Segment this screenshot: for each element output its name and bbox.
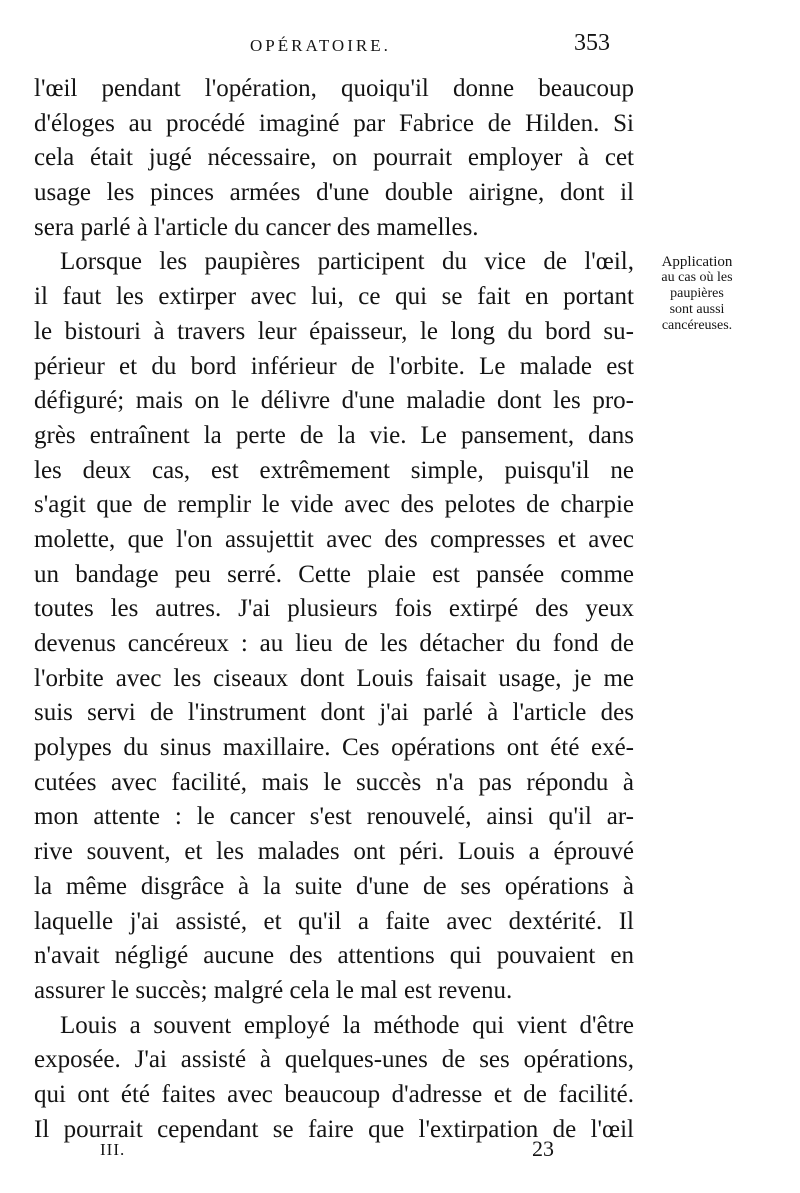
running-head: OPÉRATOIRE. <box>250 36 391 55</box>
text-line: périeur et du bord inférieur de l'orbite. Le malade est <box>34 352 634 380</box>
text-line: grès entraînent la perte de la vie. Le pansement, dans <box>34 421 634 449</box>
text-line: usage les pinces armées d'une double airigne, dont il <box>34 179 634 207</box>
text-line: Il pourrait cependant se faire que l'extirpation de l'œil <box>34 1115 634 1143</box>
text-line: polypes du sinus maxillaire. Ces opérations ont été exé- <box>34 734 634 762</box>
text-line: qui ont été faites avec beaucoup d'adresse et de facilité. <box>34 1080 634 1108</box>
margin-note-line: au cas où les <box>661 270 733 285</box>
text-line: rive souvent, et les malades ont péri. Louis a éprouvé <box>34 838 634 866</box>
body-text <box>34 72 634 1147</box>
margin-note-line: Application <box>661 254 733 270</box>
text-line: d'éloges au procédé imaginé par Fabrice de Hilden. Si <box>34 109 634 137</box>
signature-mark: III. <box>100 1140 126 1159</box>
margin-note-line: paupières <box>670 286 724 301</box>
text-line: suis servi de l'instrument dont j'ai parlé à l'article des <box>34 699 634 727</box>
text-line: l'orbite avec les ciseaux dont Louis faisait usage, je me <box>34 664 634 692</box>
text-line: il faut les extirper avec lui, ce qui se fait en portant <box>34 283 634 311</box>
text-line: cutées avec facilité, mais le succès n'a pas répondu à <box>34 768 634 796</box>
text-line: assurer le succès; malgré cela le mal est revenu. <box>34 976 513 1004</box>
text-line: l'œil pendant l'opération, quoiqu'il donne beaucoup <box>34 75 634 102</box>
text-line: mon attente : le cancer s'est renouvelé, ainsi qu'il ar- <box>34 803 634 831</box>
text-line: défiguré; mais on le délivre d'une maladie dont les pro- <box>34 387 634 415</box>
text-line: la même disgrâce à la suite d'une de ses opérations à <box>34 872 634 900</box>
text-line: exposée. J'ai assisté à quelques-unes de ses opérations, <box>34 1046 634 1074</box>
text-line: cela était jugé nécessaire, on pourrait employer à cet <box>34 144 634 172</box>
page-number: 353 <box>574 30 610 56</box>
margin-note-line: cancéreuses. <box>661 318 733 333</box>
text-line: sera parlé à l'article du cancer des mamelles. <box>34 213 479 241</box>
text-line: un bandage peu serré. Cette plaie est pansée comme <box>34 560 634 588</box>
text-line: le bistouri à travers leur épaisseur, le long du bord su- <box>34 317 634 345</box>
text-line: Louis a souvent employé la méthode qui vient d'être <box>60 1011 634 1039</box>
text-line: molette, que l'on assujettit avec des compresses et avec <box>34 525 634 553</box>
text-line: devenus cancéreux : au lieu de les détacher du fond de <box>34 630 634 657</box>
text-line: laquelle j'ai assisté, et qu'il a faite avec dextérité. Il <box>34 907 634 935</box>
text-line: n'avait négligé aucune des attentions qui pouvaient en <box>34 942 634 970</box>
text-line: s'agit que de remplir le vide avec des pelotes de charpie <box>34 491 634 519</box>
text-line: toutes les autres. J'ai plusieurs fois extirpé des yeux <box>34 595 634 623</box>
margin-note-line: sont aussi <box>669 302 725 317</box>
text-line: Lorsque les paupières participent du vice de l'œil, <box>60 248 634 276</box>
sheet-number: 23 <box>532 1136 554 1161</box>
text-line: les deux cas, est extrêmement simple, puisqu'il ne <box>34 456 634 484</box>
margin-note <box>636 254 758 334</box>
